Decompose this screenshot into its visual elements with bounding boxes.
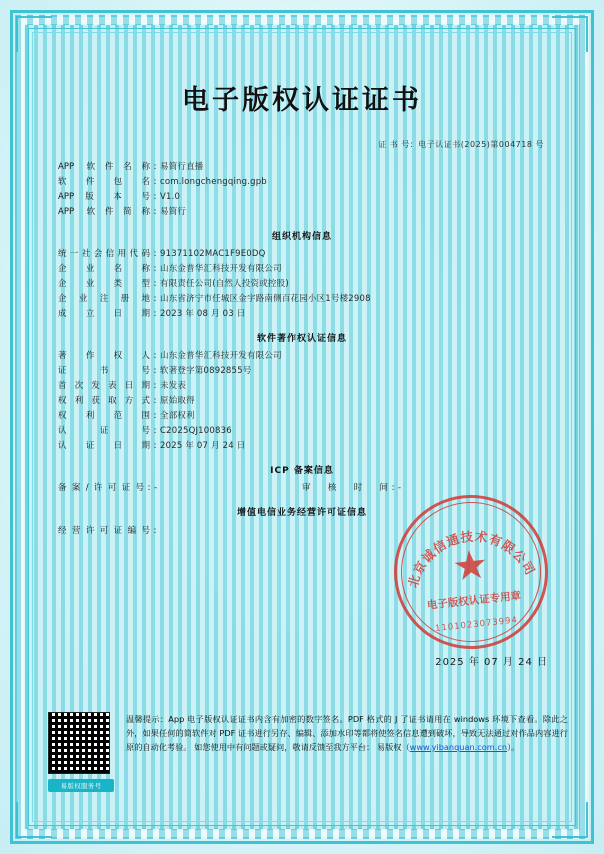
official-seal <box>386 487 555 656</box>
info-row <box>58 307 546 322</box>
field-colon: : <box>153 526 157 536</box>
field-value: 易简行 <box>160 207 187 217</box>
field-value: 山东省济宁市任城区金宇路南侧百花园小区1号楼2908 <box>160 294 371 304</box>
field-colon: : <box>153 177 157 187</box>
field-colon: : <box>153 207 157 217</box>
field-label: APP 软件简称 <box>58 207 150 217</box>
field-colon: : <box>153 441 157 451</box>
field-value: 有限责任公司(自然人投资或控股) <box>160 279 289 289</box>
notice-link-prefix: 易版权（ <box>376 742 410 752</box>
section-heading-value-added: 增值电信业务经营许可证信息 <box>236 508 367 518</box>
field-label: 企 业 注 册 地 <box>58 294 150 304</box>
field-label: 著 作 权 人 <box>58 351 150 361</box>
field-label: 认 证 号 <box>58 426 150 436</box>
notice-line2: 如您使用中有问题或疑问，敬请反馈至我方平台： <box>194 742 375 752</box>
info-row <box>58 394 546 409</box>
field-colon: : <box>153 249 157 259</box>
info-row <box>58 160 546 175</box>
field-label: APP 版 本 号 <box>58 192 150 202</box>
info-row <box>58 349 546 364</box>
qr-code-icon[interactable] <box>48 712 110 774</box>
field-colon: : <box>153 279 157 289</box>
field-value: - <box>154 483 158 493</box>
certificate-number: 证 书 号：电子认证书(2025)第004718 号 <box>378 140 544 149</box>
field-value: - <box>398 483 402 493</box>
field-label: 企 业 名 称 <box>58 264 150 274</box>
field-label: 成 立 日 期 <box>58 309 150 319</box>
section-heading-icp: ICP 备案信息 <box>270 466 334 476</box>
svg-text:北京诚信通技术有限公司: 北京诚信通技术有限公司 <box>404 528 539 590</box>
field-label: 经营许可证编号 <box>58 526 150 536</box>
qr-code-wrap <box>48 712 114 792</box>
field-value: 软著登字第0892855号 <box>160 366 252 376</box>
field-colon: : <box>153 309 157 319</box>
info-row <box>58 409 546 424</box>
field-colon: : <box>153 411 157 421</box>
info-row <box>58 292 546 307</box>
field-label: 统一社会信用代码 <box>58 249 150 259</box>
field-value: 原始取得 <box>160 396 195 406</box>
notice-text <box>126 712 568 754</box>
star-icon: ★ <box>450 541 491 591</box>
field-colon: : <box>153 381 157 391</box>
notice-link-suffix: ）。 <box>507 742 520 752</box>
info-row <box>58 424 546 439</box>
seal-mid-text: 电子版权认证专用章 <box>426 589 522 612</box>
info-row <box>58 247 546 262</box>
field-colon: : <box>153 294 157 304</box>
notice-body: 温馨提示：App 电子版权认证证书内含有加密的数字签名。PDF 格式的 J 了证书请用在 windows 环境下查看。除此之外，如果任何的简软件对 PDF 证书进行另存、编辑、添加水印等都将使签名信息遭到破坏，导致无法通过对作品内容进行原的自动化考验。 <box>126 714 568 752</box>
field-label: 首次发表日期 <box>58 381 150 391</box>
field-label: 软 件 包 名 <box>58 177 150 187</box>
field-value: 易简行直播 <box>160 162 204 172</box>
field-label: 证 书 号 <box>58 366 150 376</box>
field-value: 山东金普华汇科技开发有限公司 <box>160 351 282 361</box>
info-row <box>58 277 546 292</box>
certificate-content <box>40 40 564 814</box>
qr-badge-label: 易版权服务号 <box>48 779 114 792</box>
issue-date: 2025 年 07 月 24 日 <box>435 657 548 668</box>
field-label: 认 证 日 期 <box>58 441 150 451</box>
seal-number: 1101023073994 <box>434 615 519 635</box>
info-row <box>58 379 546 394</box>
notice-block <box>48 712 568 792</box>
field-label: APP 软件名称 <box>58 162 150 172</box>
field-value: 2023 年 08 月 03 日 <box>160 309 246 319</box>
field-colon: : <box>153 396 157 406</box>
app-info-block <box>40 160 564 539</box>
section-heading-software: 软件著作权认证信息 <box>256 334 347 344</box>
info-row <box>58 190 546 205</box>
yibanquan-link[interactable]: www.yibanquan.com.cn <box>409 742 508 752</box>
field-value: 91371102MAC1F9E0DQ <box>160 249 266 259</box>
field-value: 未发表 <box>160 381 187 391</box>
field-colon: : <box>153 426 157 436</box>
section-heading-org: 组织机构信息 <box>271 232 332 242</box>
field-label: 权 利 范 围 <box>58 411 150 421</box>
icp-license-field <box>58 481 302 496</box>
field-colon: : <box>153 366 157 376</box>
field-value: com.longchengqing.gpb <box>160 177 267 187</box>
field-value: 山东金普华汇科技开发有限公司 <box>160 264 282 274</box>
field-label: 企 业 类 型 <box>58 279 150 289</box>
field-colon: : <box>153 351 157 361</box>
field-colon: : <box>391 483 395 493</box>
field-colon: : <box>153 162 157 172</box>
field-colon: : <box>153 192 157 202</box>
field-value: V1.0 <box>160 192 181 202</box>
info-row <box>58 205 546 220</box>
field-label: 备案/许可证号 <box>58 483 144 493</box>
field-colon: : <box>147 483 151 493</box>
field-value: 全部权利 <box>160 411 195 421</box>
info-row <box>58 175 546 190</box>
field-label: 审 核 时 间 <box>302 483 388 493</box>
field-colon: : <box>153 264 157 274</box>
certificate-title: 电子版权认证证书 <box>182 85 422 116</box>
field-value: 2025 年 07 月 24 日 <box>160 441 246 451</box>
field-value: C2025QJ100836 <box>160 426 232 436</box>
field-label: 权利获取方式 <box>58 396 150 406</box>
info-row <box>58 364 546 379</box>
info-row <box>58 262 546 277</box>
info-row <box>58 439 546 454</box>
icp-row <box>58 481 546 496</box>
